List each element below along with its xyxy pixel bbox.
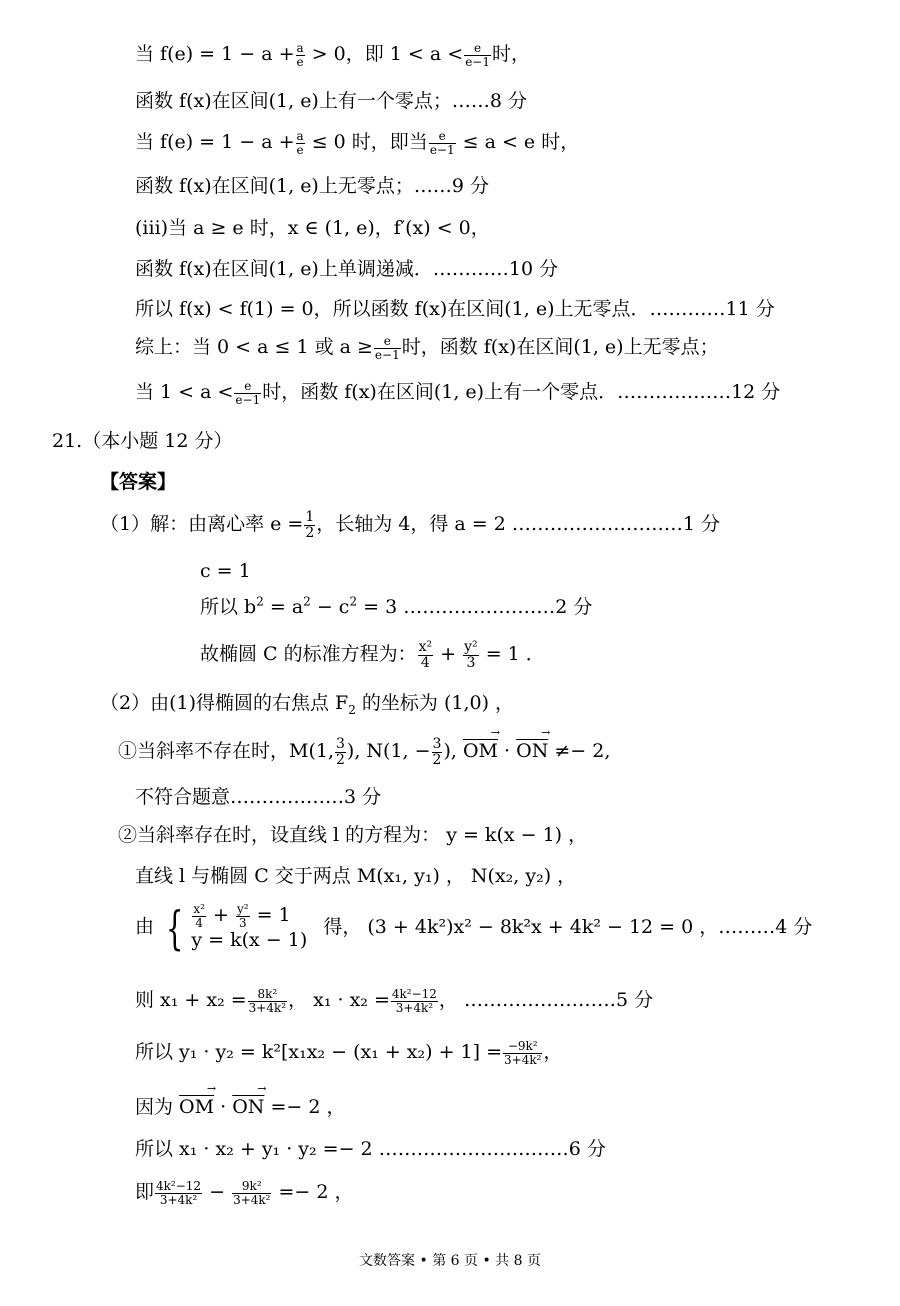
math-line: ①当斜率不存在时，M(1, $\frac{3}{2}$ ), N(1, − $\frac{3}{2}$ ), $\overline{OM}$ → · $\overline{ON}$ → ≠− 2, [118,737,610,767]
equation-system: { $\frac{\text{x²}}{4}$ + $\frac{\text{y²}}{3}$ = 1 y = k(x − 1) [165,900,308,955]
fraction: $\frac{\text{y²}}{3}$ [464,639,478,671]
math-line: 所以 $b^2 = a^2 - c^2 = 3$ ……………………2 分 [200,594,593,618]
answer-heading: 【答案】 [100,471,177,493]
fraction: $\frac{\text{x²}}{4}$ [418,639,433,671]
fraction: $\frac{\text{x²}}{4}$ [193,902,205,930]
fraction: $\frac{\text{9k²}}{\text{3+4k²}}$ [233,1179,271,1207]
fraction: $\frac{\text{8k²}}{\text{3+4k²}}$ [248,987,287,1015]
fraction: $\frac{a}{e}$ [296,129,304,157]
math-line: 当 f(e) = 1 − a + $\frac{a}{e}$ > 0，即 1 < a < $\frac{e}{e-1}$ 时， [135,41,530,69]
vector-on: $\overline{ON}$ → [232,1096,264,1118]
text-line: 函数 f(x)在区间(1, e)上单调递减．…………10 分 [135,258,559,280]
fraction: $\frac{e}{e-1}$ [374,334,400,362]
math-line: 综上：当 0 < a ≤ 1 或 a ≥ $\frac{e}{e-1}$ 时，函数 f(x)在区间(1, e)上无零点； [135,334,719,362]
text-line: 不符合题意………………3 分 [135,786,382,808]
fraction: $\frac{3}{2}$ [432,736,442,768]
fraction: $\frac{\text{4k²−12}}{\text{3+4k²}}$ [156,1179,202,1207]
fraction: $\frac{\text{4k²−12}}{\text{3+4k²}}$ [391,987,437,1015]
text-line: 所以 f(x) < f(1) = 0，所以函数 f(x)在区间(1, e)上无零点．…………11 分 [135,298,775,320]
math-line: 因为 $\overline{OM}$ → · $\overline{ON}$ → =− 2 ， [135,1098,345,1117]
fraction: $\frac{1}{2}$ [305,509,315,541]
left-brace: { [165,900,184,955]
math-line: 则 x₁ + x₂ = $\frac{\text{8k²}}{\text{3+4k²}}$ ， x₁ · x₂ = $\frac{\text{4k²−12}}{\text{3+4k²}}$ ， ……………………5 分 [135,987,654,1015]
math-line: 当 f(e) = 1 − a + $\frac{a}{e}$ ≤ 0 时，即当 $\frac{e}{e-1}$ ≤ a < e 时， [135,129,580,157]
vector-om: $\overline{OM}$ → [179,1096,214,1118]
fraction: $\frac{\text{y²}}{3}$ [236,902,249,930]
math-line: 故椭圆 C 的标准方程为： $\frac{\text{x²}}{4}$ + $\frac{\text{y²}}{3}$ = 1 ． [200,639,545,671]
fraction: $\frac{a}{e}$ [296,41,304,69]
math-line: 直线 l 与椭圆 C 交于两点 M(x₁, y₁) ， N(x₂, y₂) ， [135,865,577,887]
math-line: （2）由(1)得椭圆的右焦点 $F_2$ 的坐标为 (1,0) ， [100,692,515,717]
math-line: （1）解：由离心率 e = $\frac{1}{2}$ ，长轴为 4，得 a = 2 ………………………1 分 [100,509,721,541]
text-line: (iii)当 a ≥ e 时，x ∈ (1, e)，f′(x) < 0， [135,217,490,239]
math-line: 所以 x₁ · x₂ + y₁ · y₂ =− 2 …………………………6 分 [135,1138,606,1160]
vector-om: $\overline{OM}$ → [463,740,498,762]
fraction: $\frac{e}{e-1}$ [235,379,261,407]
math-line: ②当斜率存在时，设直线 l 的方程为： y = k(x − 1) ， [118,824,588,846]
math-line: 当 1 < a < $\frac{e}{e-1}$ 时，函数 f(x)在区间(1, e)上有一个零点．………………12 分 [135,379,781,407]
text-line: 函数 f(x)在区间(1, e)上有一个零点；……8 分 [135,90,527,112]
fraction: $\frac{e}{e-1}$ [465,41,490,69]
math-line: 所以 y₁ · y₂ = k²[x₁x₂ − (x₁ + x₂) + 1] = $\frac{\text{−9k²}}{\text{3+4k²}}$ ， [135,1039,563,1067]
equation-system-line: 由 { $\frac{\text{x²}}{4}$ + $\frac{\text{y²}}{3}$ = 1 y = k(x − 1) 得， (3 + 4k²)x² − 8k²x + 4k² − 12 = 0 ，………4 分 [135,900,813,955]
vector-on: $\overline{ON}$ → [516,740,548,762]
math-line: 即 $\frac{\text{4k²−12}}{\text{3+4k²}}$ − $\frac{\text{9k²}}{\text{3+4k²}}$ =− 2 ， [135,1179,354,1207]
fraction: $\frac{e}{e-1}$ [429,129,455,157]
fraction: $\frac{3}{2}$ [336,736,345,768]
fraction: $\frac{\text{−9k²}}{\text{3+4k²}}$ [504,1039,542,1067]
math-line: c = 1 [200,560,251,582]
page-footer: 文数答案 • 第 6 页 • 共 8 页 [359,1253,541,1269]
text-line: 函数 f(x)在区间(1, e)上无零点；……9 分 [135,175,489,197]
question-heading: 21.（本小题 12 分） [52,430,233,452]
